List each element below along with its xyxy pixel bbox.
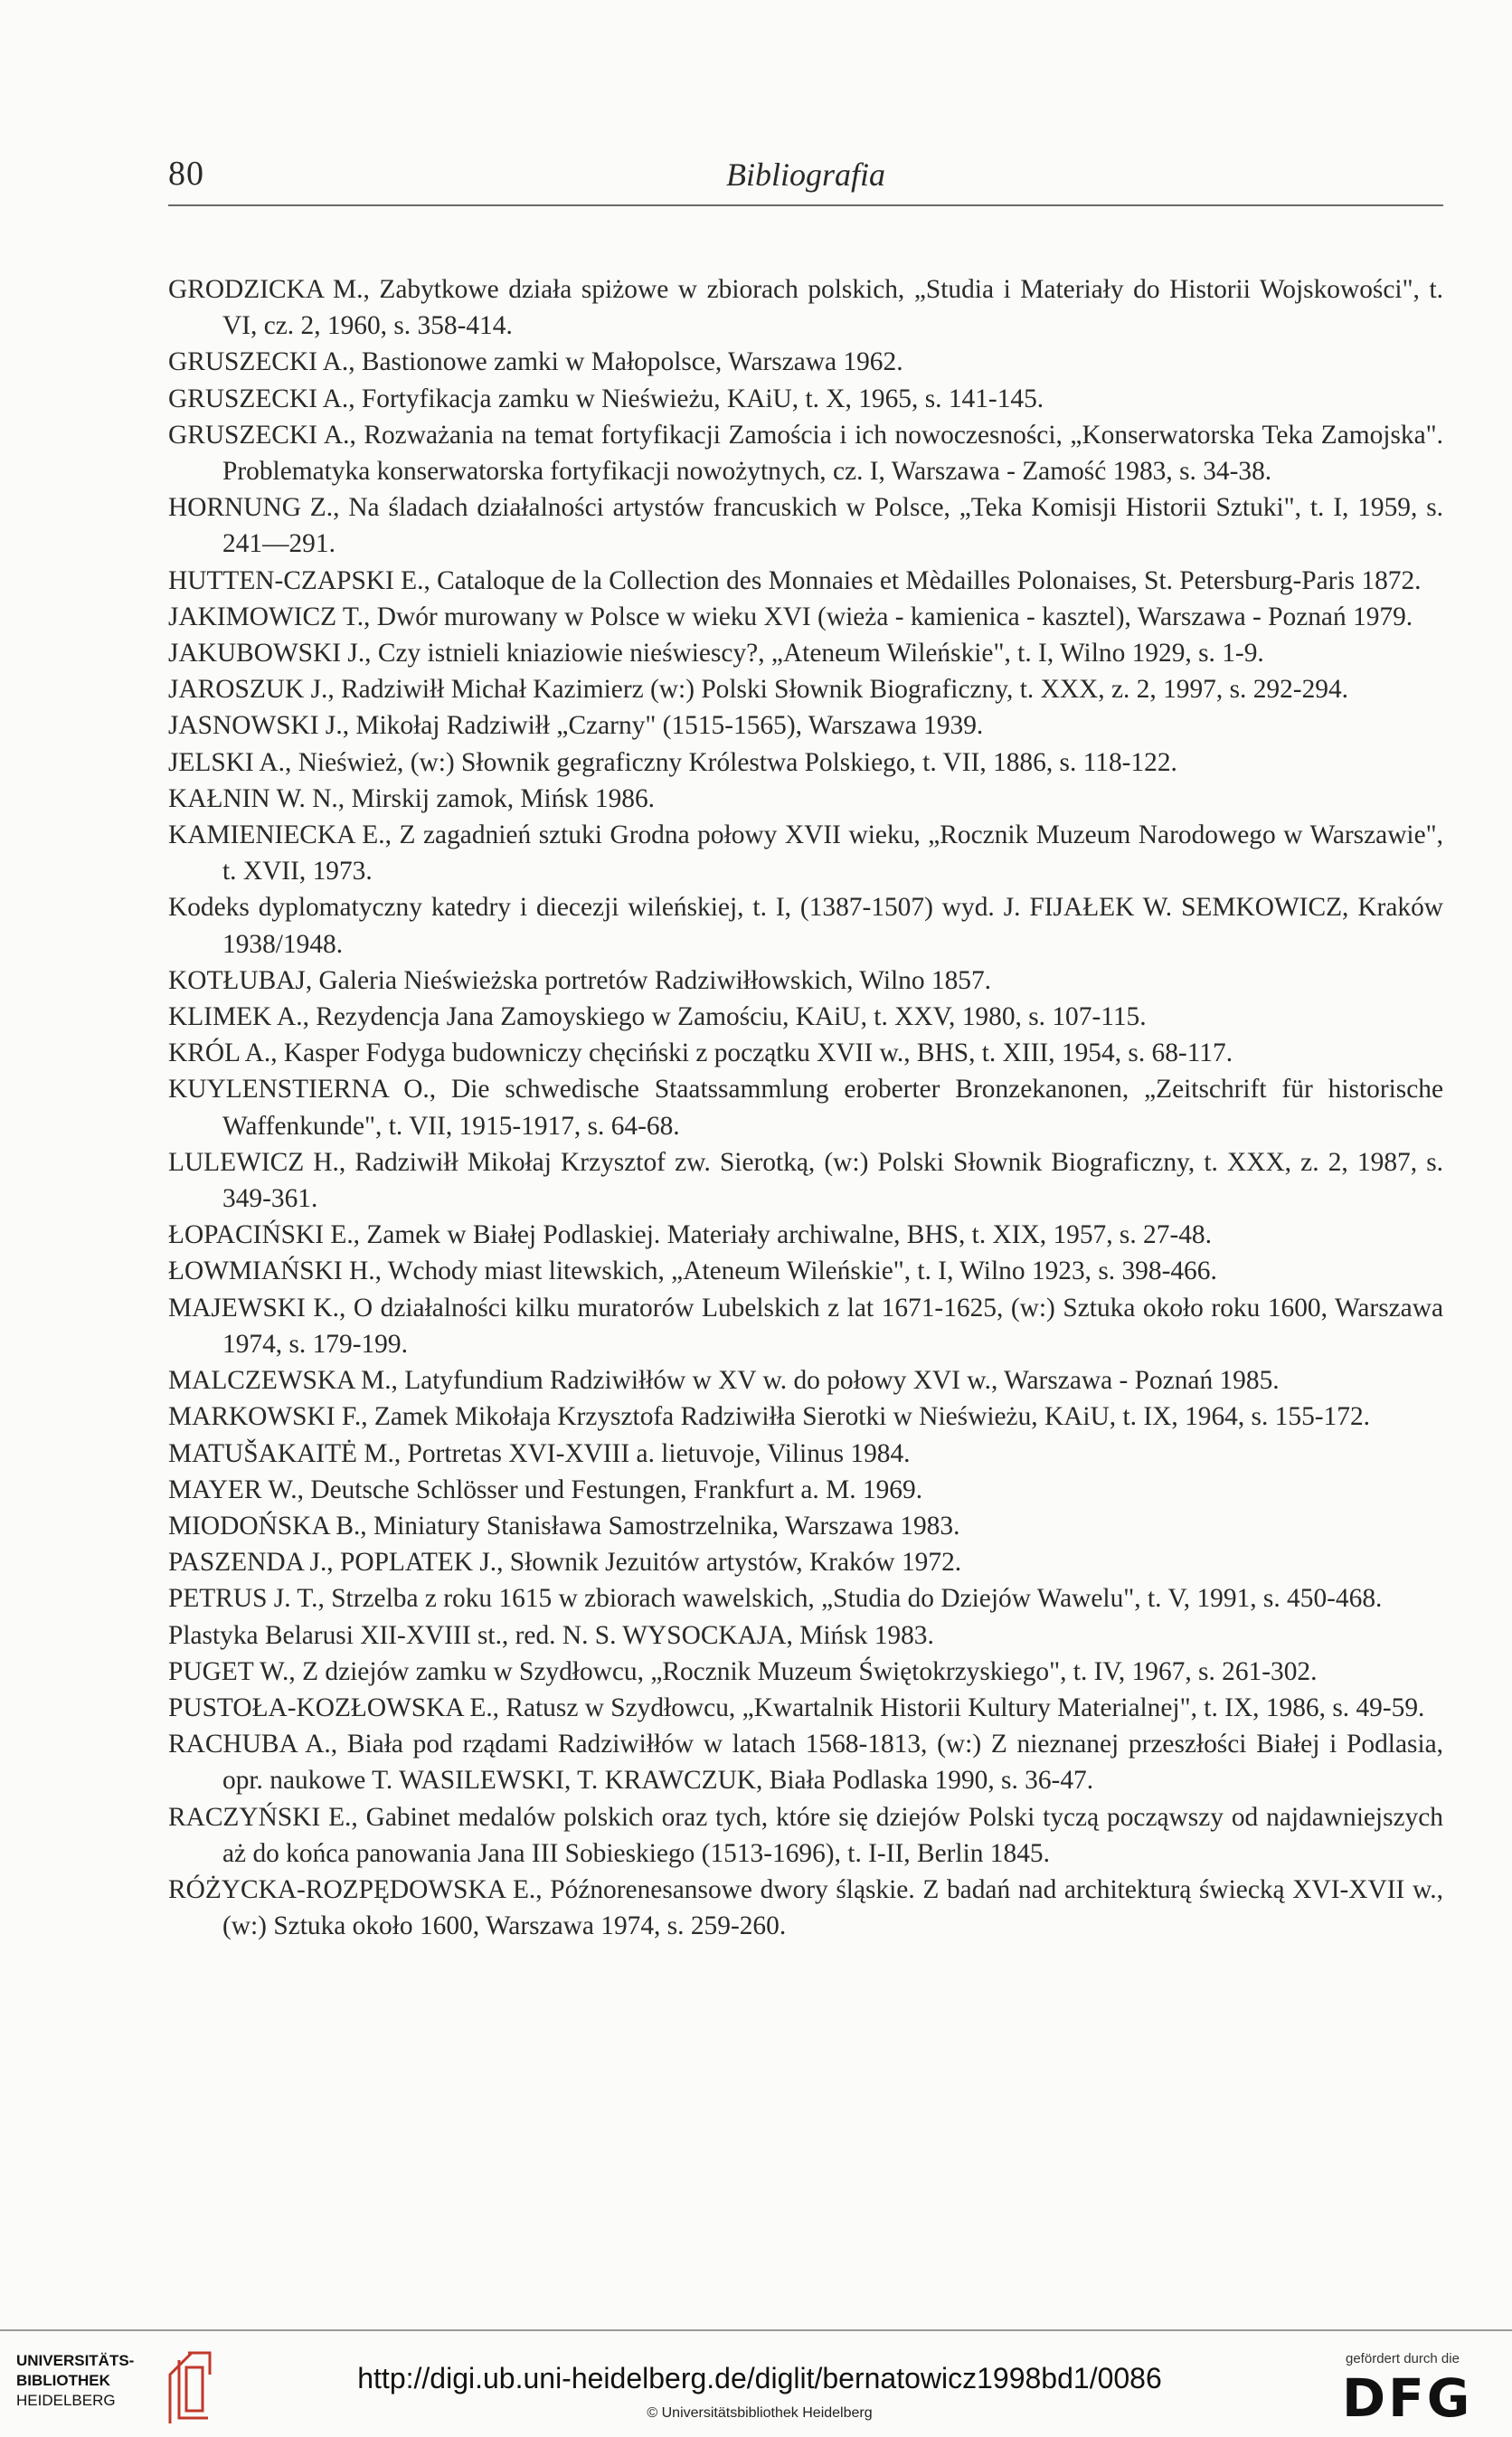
bibliography-entry: KLIMEK A., Rezydencja Jana Zamoyskiego w Zamościu, KAiU, t. XXV, 1980, s. 107-115. [168,1002,1147,1032]
bibliography-entry: GRUSZECKI A., Bastionowe zamki w Małopolsce, Warszawa 1962. [168,347,903,377]
bibliography-entry: MALCZEWSKA M., Latyfundium Radziwiłłów w XV w. do połowy XVI w., Warszawa - Poznań 1985. [168,1366,1280,1396]
bibliography-entry: ŁOPACIŃSKI E., Zamek w Białej Podlaskiej. Materiały archiwalne, BHS, t. XIX, 1957, s. 27-48. [168,1220,1212,1250]
bibliography-entry: JASNOWSKI J., Mikołaj Radziwiłł „Czarny" (1515-1565), Warszawa 1939. [168,711,984,741]
bibliography-entry: ŁOWMIAŃSKI H., Wchody miast litewskich, „Ateneum Wileńskie", t. I, Wilno 1923, s. 398-466. [168,1256,1217,1286]
bibliography-entry: RÓŻYCKA-ROZPĘDOWSKA E., Późnorenesansowe dwory śląskie. Z badań nad architekturą świecką XVI-XVII w., (w:) Sztuka około 1600, Warszawa 1974, s. 259-260. [168,1874,1443,1941]
bibliography-entry: RACHUBA A., Biała pod rządami Radziwiłłów w latach 1568-1813, (w:) Z nieznanej przeszłości Białej i Podlasia, opr. naukowe T. WASILEWSKI, T. KRAWCZUK, Biała Podlaska 1990, s. 36-47. [168,1730,1443,1796]
library-name-line2: BIBLIOTHEK [16,2372,110,2389]
library-emblem-icon [152,2347,215,2423]
bibliography-entry: GRODZICKA M., Zabytkowe działa spiżowe w zbiorach polskich, „Studia i Materiały do Historii Wojskowości", t. VI, cz. 2, 1960, s. 358-414. [168,275,1443,341]
bibliography-entry: MATUŠAKAITĖ M., Portretas XVI-XVIII a. lietuvoje, Vilinus 1984. [168,1438,911,1468]
bibliography-entry: MAYER W., Deutsche Schlösser und Festungen, Frankfurt a. M. 1969. [168,1475,923,1504]
library-name-line1: UNIVERSITÄTS- [16,2352,135,2369]
funding-label: gefördert durch die [1346,2351,1460,2366]
bibliography-entry: HUTTEN-CZAPSKI E., Cataloque de la Collection des Monnaies et Mèdailles Polonaises, St. Petersburg-Paris 1872. [168,565,1422,595]
bibliography-entry: KUYLENSTIERNA O., Die schwedische Staatssammlung eroberter Bronzekanonen, „Zeitschrift für historische Waffenkunde", t. VII, 1915-1917, s. 64-68. [168,1075,1443,1141]
bibliography-entry: JAKIMOWICZ T., Dwór murowany w Polsce w wieku XVI (wieża - kamienica - kasztel), Warszawa - Poznań 1979. [168,602,1413,631]
copyright-notice: © Universitätsbibliothek Heidelberg [647,2405,873,2421]
bibliography-entry: JAKUBOWSKI J., Czy istnieli kniaziowie nieświescy?, „Ateneum Wileńskie", t. I, Wilno 1929, s. 1-9. [168,639,1264,669]
bibliography-entry: KAŁNIN W. N., Mirskij zamok, Mińsk 1986. [168,783,655,813]
bibliography-entry: PETRUS J. T., Strzelba z roku 1615 w zbiorach wawelskich, „Studia do Dziejów Wawelu", t. V, 1991, s. 450-468. [168,1584,1383,1614]
bibliography-entry: KAMIENIECKA E., Z zagadnień sztuki Grodna połowy XVII wieku, „Rocznik Muzeum Narodowego w Warszawie", t. XVII, 1973. [168,820,1443,887]
bibliography-list [168,271,1443,1944]
permalink-url[interactable]: http://digi.ub.uni-heidelberg.de/diglit/bernatowicz1998bd1/0086 [357,2362,1162,2394]
bibliography-entry: HORNUNG Z., Na śladach działalności artystów francuskich w Polsce, „Teka Komisji Historii Sztuki", t. I, 1959, s. 241—291. [168,493,1443,559]
bibliography-entry: KRÓL A., Kasper Fodyga budowniczy chęciński z początku XVII w., BHS, t. XIII, 1954, s. 68-117. [168,1038,1233,1068]
bibliography-entry: PASZENDA J., POPLATEK J., Słownik Jezuitów artystów, Kraków 1972. [168,1548,962,1578]
bibliography-entry: GRUSZECKI A., Fortyfikacja zamku w Nieświeżu, KAiU, t. X, 1965, s. 141-145. [168,384,1044,413]
bibliography-entry: PUSTOŁA-KOZŁOWSKA E., Ratusz w Szydłowcu, „Kwartalnik Historii Kultury Materialnej", t. IX, 1986, s. 49-59. [168,1693,1425,1722]
bibliography-entry: JELSKI A., Nieśwież, (w:) Słownik gegraficzny Królestwa Polskiego, t. VII, 1886, s. 118-122. [168,747,1177,777]
bibliography-entry: PUGET W., Z dziejów zamku w Szydłowcu, „Rocznik Muzeum Świętokrzyskiego", t. IV, 1967, s. 261-302. [168,1656,1318,1686]
bibliography-entry: LULEWICZ H., Radziwiłł Mikołaj Krzysztof zw. Sierotką, (w:) Polski Słownik Biograficzny, t. XXX, z. 2, 1987, s. 349-361. [168,1147,1443,1214]
bibliography-entry: RACZYŃSKI E., Gabinet medalów polskich oraz tych, które się dziejów Polski tyczą począwszy od najdawniejszych aż do końca panowania Jana III Sobieskiego (1513-1696), t. I-II, Berlin 1845. [168,1802,1443,1868]
running-title: Bibliografia [725,156,885,193]
page-header [168,154,1443,206]
library-name-line3: HEIDELBERG [16,2392,116,2409]
library-logo[interactable] [16,2351,134,2411]
bibliography-entry: Kodeks dyplomatyczny katedry i diecezji wileńskiej, t. I, (1387-1507) wyd. J. FIJAŁEK W. SEMKOWICZ, Kraków 1938/1948. [168,893,1443,959]
dfg-logo[interactable]: DFG [1342,2367,1473,2429]
bibliography-entry: MARKOWSKI F., Zamek Mikołaja Krzysztofa Radziwiłła Sierotki w Nieświeżu, KAiU, t. IX, 1964, s. 155-172. [168,1402,1370,1432]
bibliography-entry: MAJEWSKI K., O działalności kilku muratorów Lubelskich z lat 1671-1625, (w:) Sztuka około roku 1600, Warszawa 1974, s. 179-199. [168,1293,1443,1359]
bibliography-entry: MIODOŃSKA B., Miniatury Stanisława Samostrzelnika, Warszawa 1983. [168,1511,960,1541]
bibliography-entry: Plastyka Belarusi XII-XVIII st., red. N. S. WYSOCKAJA, Mińsk 1983. [168,1620,934,1650]
bibliography-entry: GRUSZECKI A., Rozważania na temat fortyfikacji Zamościa i ich nowoczesności, „Konserwatorska Teka Zamojska". Problematyka konserwatorska fortyfikacji nowożytnych, cz. I, Warszawa - Zamość 1983, s. 34-38. [168,420,1443,487]
page-number: 80 [168,155,204,193]
bibliography-entry: JAROSZUK J., Radziwiłł Michał Kazimierz (w:) Polski Słownik Biograficzny, t. XXX, z. 2, 1997, s. 292-294. [168,675,1349,705]
footer-bar [0,2329,1512,2437]
bibliography-entry: KOTŁUBAJ, Galeria Nieświeżska portretów Radziwiłłowskich, Wilno 1857. [168,965,992,995]
